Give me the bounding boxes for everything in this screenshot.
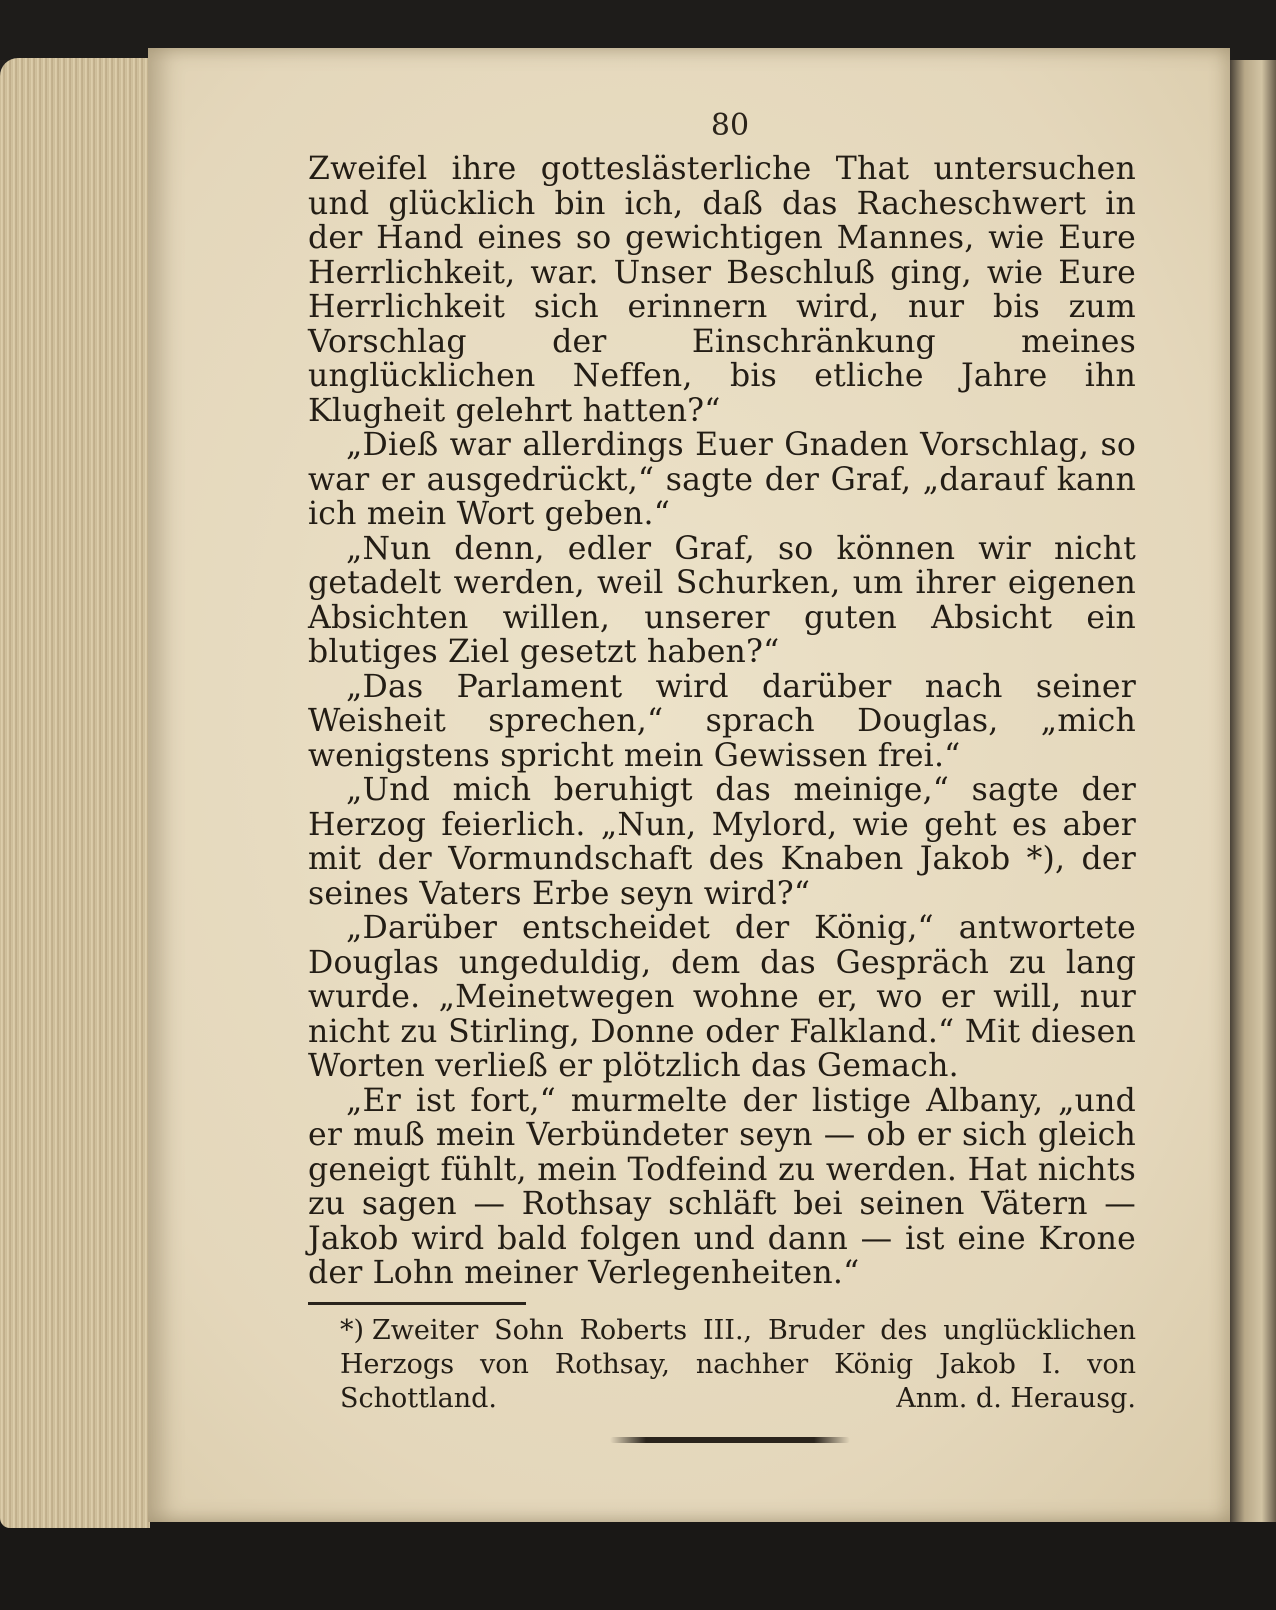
footnote-marker: *) bbox=[340, 1315, 365, 1346]
footnote-text: Zweiter Sohn Roberts III., Bruder des unglücklichen Herzogs von Rothsay, nachher König Jakob I. von Schottland. bbox=[340, 1315, 1136, 1414]
footnote bbox=[340, 1314, 1136, 1416]
paragraph: „Er ist fort,“ murmelte der listige Albany, „und er muß mein Verbündeter seyn — ob er sich gleich geneigt fühlt, mein Todfeind zu werden. Hat nichts zu sagen — Rothsay schläft bei seinen Vätern — Jakob wird bald folgen und dann — ist eine Krone der Lohn meiner Verlegenheiten.“ bbox=[308, 1082, 1136, 1291]
paragraph: „Dieß war allerdings Euer Gnaden Vorschlag, so war er ausgedrückt,“ sagte der Graf, „darauf kann ich mein Wort geben.“ bbox=[308, 427, 1136, 532]
paragraph: „Und mich beruhigt das meinige,“ sagte der Herzog feierlich. „Nun, Mylord, wie geht es aber mit der Vormundschaft des Knaben Jakob *), der seines Vaters Erbe seyn wird?“ bbox=[308, 772, 1136, 912]
paragraph: Zweifel ihre gotteslästerliche That untersuchen und glücklich bin ich, daß das Racheschwert in der Hand eines so gewichtigen Mannes, wie Eure Herrlichkeit, war. Unser Beschluß ging, wie Eure Herrlichkeit sich erinnern wird, nur bis zum Vorschlag der Einschränkung meines unglücklichen Neffen, bis etliche Jahre ihn Klugheit gelehrt hatten?“ bbox=[308, 151, 1136, 429]
body-text bbox=[308, 152, 1136, 1291]
scanner-background-bottom bbox=[0, 1520, 1276, 1610]
paragraph: „Darüber entscheidet der König,“ antwortete Douglas ungeduldig, dem das Gespräch zu lang wurde. „Meinetwegen wohne er, wo er will, nur nicht zu Stirling, Donne oder Falkland.“ Mit diesen Worten verließ er plötzlich das Gemach. bbox=[308, 910, 1136, 1084]
footnote-credit: Anm. d. Herausg. bbox=[896, 1383, 1136, 1414]
book-gutter bbox=[1228, 60, 1276, 1522]
page-number: 80 bbox=[710, 108, 750, 143]
paragraph: „Das Parlament wird darüber nach seiner Weisheit sprechen,“ sprach Douglas, „mich wenigstens spricht mein Gewissen frei.“ bbox=[308, 668, 1136, 774]
footnote-divider bbox=[308, 1302, 526, 1305]
paragraph: „Nun denn, edler Graf, so können wir nicht getadelt werden, weil Schurken, um ihrer eigenen Absichten willen, unserer guten Absicht ein blutiges Ziel gesetzt haben?“ bbox=[308, 530, 1136, 670]
book-page-edges bbox=[0, 58, 150, 1528]
end-ornament-rule bbox=[610, 1437, 850, 1443]
